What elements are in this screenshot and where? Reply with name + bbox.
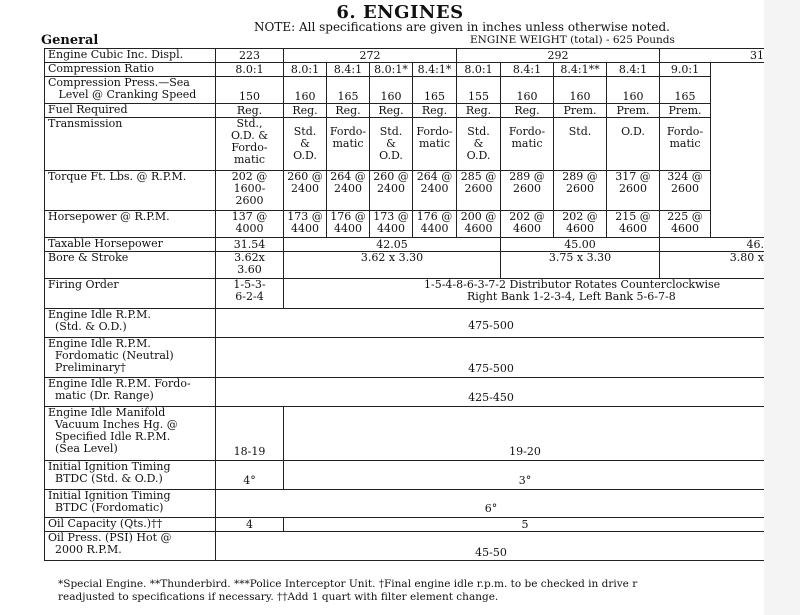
row-label: Engine Idle R.P.M. Fordomatic (Neutral) Preliminary† (45, 338, 216, 378)
cell: Reg. (457, 104, 501, 118)
row-label: Transmission (45, 118, 216, 171)
cell: Reg. (284, 104, 327, 118)
table-row (45, 211, 767, 238)
cell: 260 @ 2400 (370, 171, 413, 211)
cell: 475-500 (216, 338, 767, 378)
cell: 3.75 x 3.30 (501, 252, 660, 279)
cell: 18-19 (216, 407, 284, 461)
table-row (45, 238, 767, 252)
cell: 8.4:1** (554, 63, 607, 77)
cell: 8.0:1 (457, 63, 501, 77)
cell: 160 (284, 77, 327, 104)
cell: Reg. (216, 104, 284, 118)
cell: 202 @ 4600 (501, 211, 554, 238)
row-label: Taxable Horsepower (45, 238, 216, 252)
row-label: Oil Press. (PSI) Hot @ 2000 R.P.M. (45, 532, 216, 561)
cell: 173 @ 4400 (370, 211, 413, 238)
cell: 165 (660, 77, 711, 104)
cell: 8.4:1 (607, 63, 660, 77)
row-label: Engine Cubic Inc. Displ. (45, 49, 216, 63)
cell: 31 (660, 49, 767, 63)
cell: Fordo- matic (413, 118, 457, 171)
cell: 160 (554, 77, 607, 104)
cell: 272 (284, 49, 457, 63)
cell: Fordo- matic (660, 118, 711, 171)
row-label: Compression Press.—Sea Level @ Cranking Speed (45, 77, 216, 104)
row-label: Torque Ft. Lbs. @ R.P.M. (45, 171, 216, 211)
row-label: Engine Idle R.P.M. Fordo- matic (Dr. Range) (45, 378, 216, 407)
table-row (45, 104, 767, 118)
cell: Std. & O.D. (370, 118, 413, 171)
cell: 200 @ 4600 (457, 211, 501, 238)
cell: Prem. (554, 104, 607, 118)
row-label: Initial Ignition Timing BTDC (Fordomatic) (45, 490, 216, 518)
cell: 165 (327, 77, 370, 104)
cell: 6° (216, 490, 767, 518)
cell: 223 (216, 49, 284, 63)
cell: Std., O.D. & Fordo- matic (216, 118, 284, 171)
cell: 289 @ 2600 (501, 171, 554, 211)
cell: O.D. (607, 118, 660, 171)
cell: 215 @ 4600 (607, 211, 660, 238)
cell: 475-500 (216, 309, 767, 338)
table-row (45, 279, 767, 309)
cell: 1-5-3- 6-2-4 (216, 279, 284, 309)
units-note: NOTE: All specifications are given in inches unless otherwise noted. (254, 20, 670, 34)
row-label: Fuel Required (45, 104, 216, 118)
row-label: Horsepower @ R.P.M. (45, 211, 216, 238)
cell: Reg. (370, 104, 413, 118)
cell: Std. & O.D. (457, 118, 501, 171)
page-title: 6. ENGINES (336, 2, 464, 23)
row-label: Engine Idle R.P.M. (Std. & O.D.) (45, 309, 216, 338)
cell: 425-450 (216, 378, 767, 407)
table-row (45, 252, 767, 279)
row-label: Initial Ignition Timing BTDC (Std. & O.D.) (45, 461, 216, 490)
cell: 3.80 x (660, 252, 767, 279)
cell: 4 (216, 518, 284, 532)
cell: 165 (413, 77, 457, 104)
cell: Std. & O.D. (284, 118, 327, 171)
cell: Fordo- matic (327, 118, 370, 171)
cell: 3.62x 3.60 (216, 252, 284, 279)
cell: Reg. (413, 104, 457, 118)
cell: 264 @ 2400 (413, 171, 457, 211)
engine-spec-table (44, 48, 767, 561)
cell: 3° (284, 461, 767, 490)
footnote-line-1: *Special Engine. **Thunderbird. ***Police Interceptor Unit. †Final engine idle r.p.m. to be checked in drive r (58, 578, 638, 590)
cell: 1-5-4-8-6-3-7-2 Distributor Rotates Counterclockwise Right Bank 1-2-3-4, Left Bank 5-6-7-8 (284, 279, 767, 309)
row-label: Compression Ratio (45, 63, 216, 77)
table-row (45, 63, 767, 77)
cell: 324 @ 2600 (660, 171, 711, 211)
row-label: Bore & Stroke (45, 252, 216, 279)
cell: 42.05 (284, 238, 501, 252)
cell: 176 @ 4400 (327, 211, 370, 238)
engine-weight-note: ENGINE WEIGHT (total) - 625 Pounds (470, 34, 675, 46)
cell: 8.4:1 (501, 63, 554, 77)
cell: 31.54 (216, 238, 284, 252)
table-row (45, 118, 767, 171)
row-label: Firing Order (45, 279, 216, 309)
cell: 8.4:1* (413, 63, 457, 77)
cell: 317 @ 2600 (607, 171, 660, 211)
table-row (45, 518, 767, 532)
cell: Reg. (501, 104, 554, 118)
cell: 155 (457, 77, 501, 104)
table-row (45, 461, 767, 490)
cell: 3.62 x 3.30 (284, 252, 501, 279)
row-label: Engine Idle Manifold Vacuum Inches Hg. @ Specified Idle R.P.M. (Sea Level) (45, 407, 216, 461)
table-row (45, 171, 767, 211)
table-row (45, 338, 767, 378)
cell: 9.0:1 (660, 63, 711, 77)
cell: 150 (216, 77, 284, 104)
cell: 45-50 (216, 532, 767, 561)
cell: 46. (660, 238, 767, 252)
cell: 8.0:1 (216, 63, 284, 77)
cell: 45.00 (501, 238, 660, 252)
cell: 202 @ 4600 (554, 211, 607, 238)
table-row (45, 49, 767, 63)
table-row (45, 378, 767, 407)
cell: Reg. (327, 104, 370, 118)
cell: 285 @ 2600 (457, 171, 501, 211)
table-row (45, 77, 767, 104)
cell: 264 @ 2400 (327, 171, 370, 211)
cell: 225 @ 4600 (660, 211, 711, 238)
cell: Prem. (607, 104, 660, 118)
cell: 292 (457, 49, 660, 63)
cell: 5 (284, 518, 767, 532)
cell: 137 @ 4000 (216, 211, 284, 238)
cell: 8.0:1 (284, 63, 327, 77)
cell: 173 @ 4400 (284, 211, 327, 238)
cell: 160 (501, 77, 554, 104)
cell: 202 @ 1600- 2600 (216, 171, 284, 211)
cell: Prem. (660, 104, 711, 118)
cell: 160 (607, 77, 660, 104)
section-heading: General (41, 33, 99, 48)
cell: 260 @ 2400 (284, 171, 327, 211)
cell: Fordo- matic (501, 118, 554, 171)
cell: 160 (370, 77, 413, 104)
cell: 8.0:1* (370, 63, 413, 77)
table-row (45, 309, 767, 338)
cell: 8.4:1 (327, 63, 370, 77)
cell: 19-20 (284, 407, 767, 461)
footnote-line-2: readjusted to specifications if necessary. ††Add 1 quart with filter element change. (58, 591, 499, 603)
cell: 4° (216, 461, 284, 490)
cell: 289 @ 2600 (554, 171, 607, 211)
table-row (45, 532, 767, 561)
table-row (45, 407, 767, 461)
cell: Std. (554, 118, 607, 171)
page-edge (764, 0, 800, 615)
cell: 176 @ 4400 (413, 211, 457, 238)
row-label: Oil Capacity (Qts.)†† (45, 518, 216, 532)
table-row (45, 490, 767, 518)
